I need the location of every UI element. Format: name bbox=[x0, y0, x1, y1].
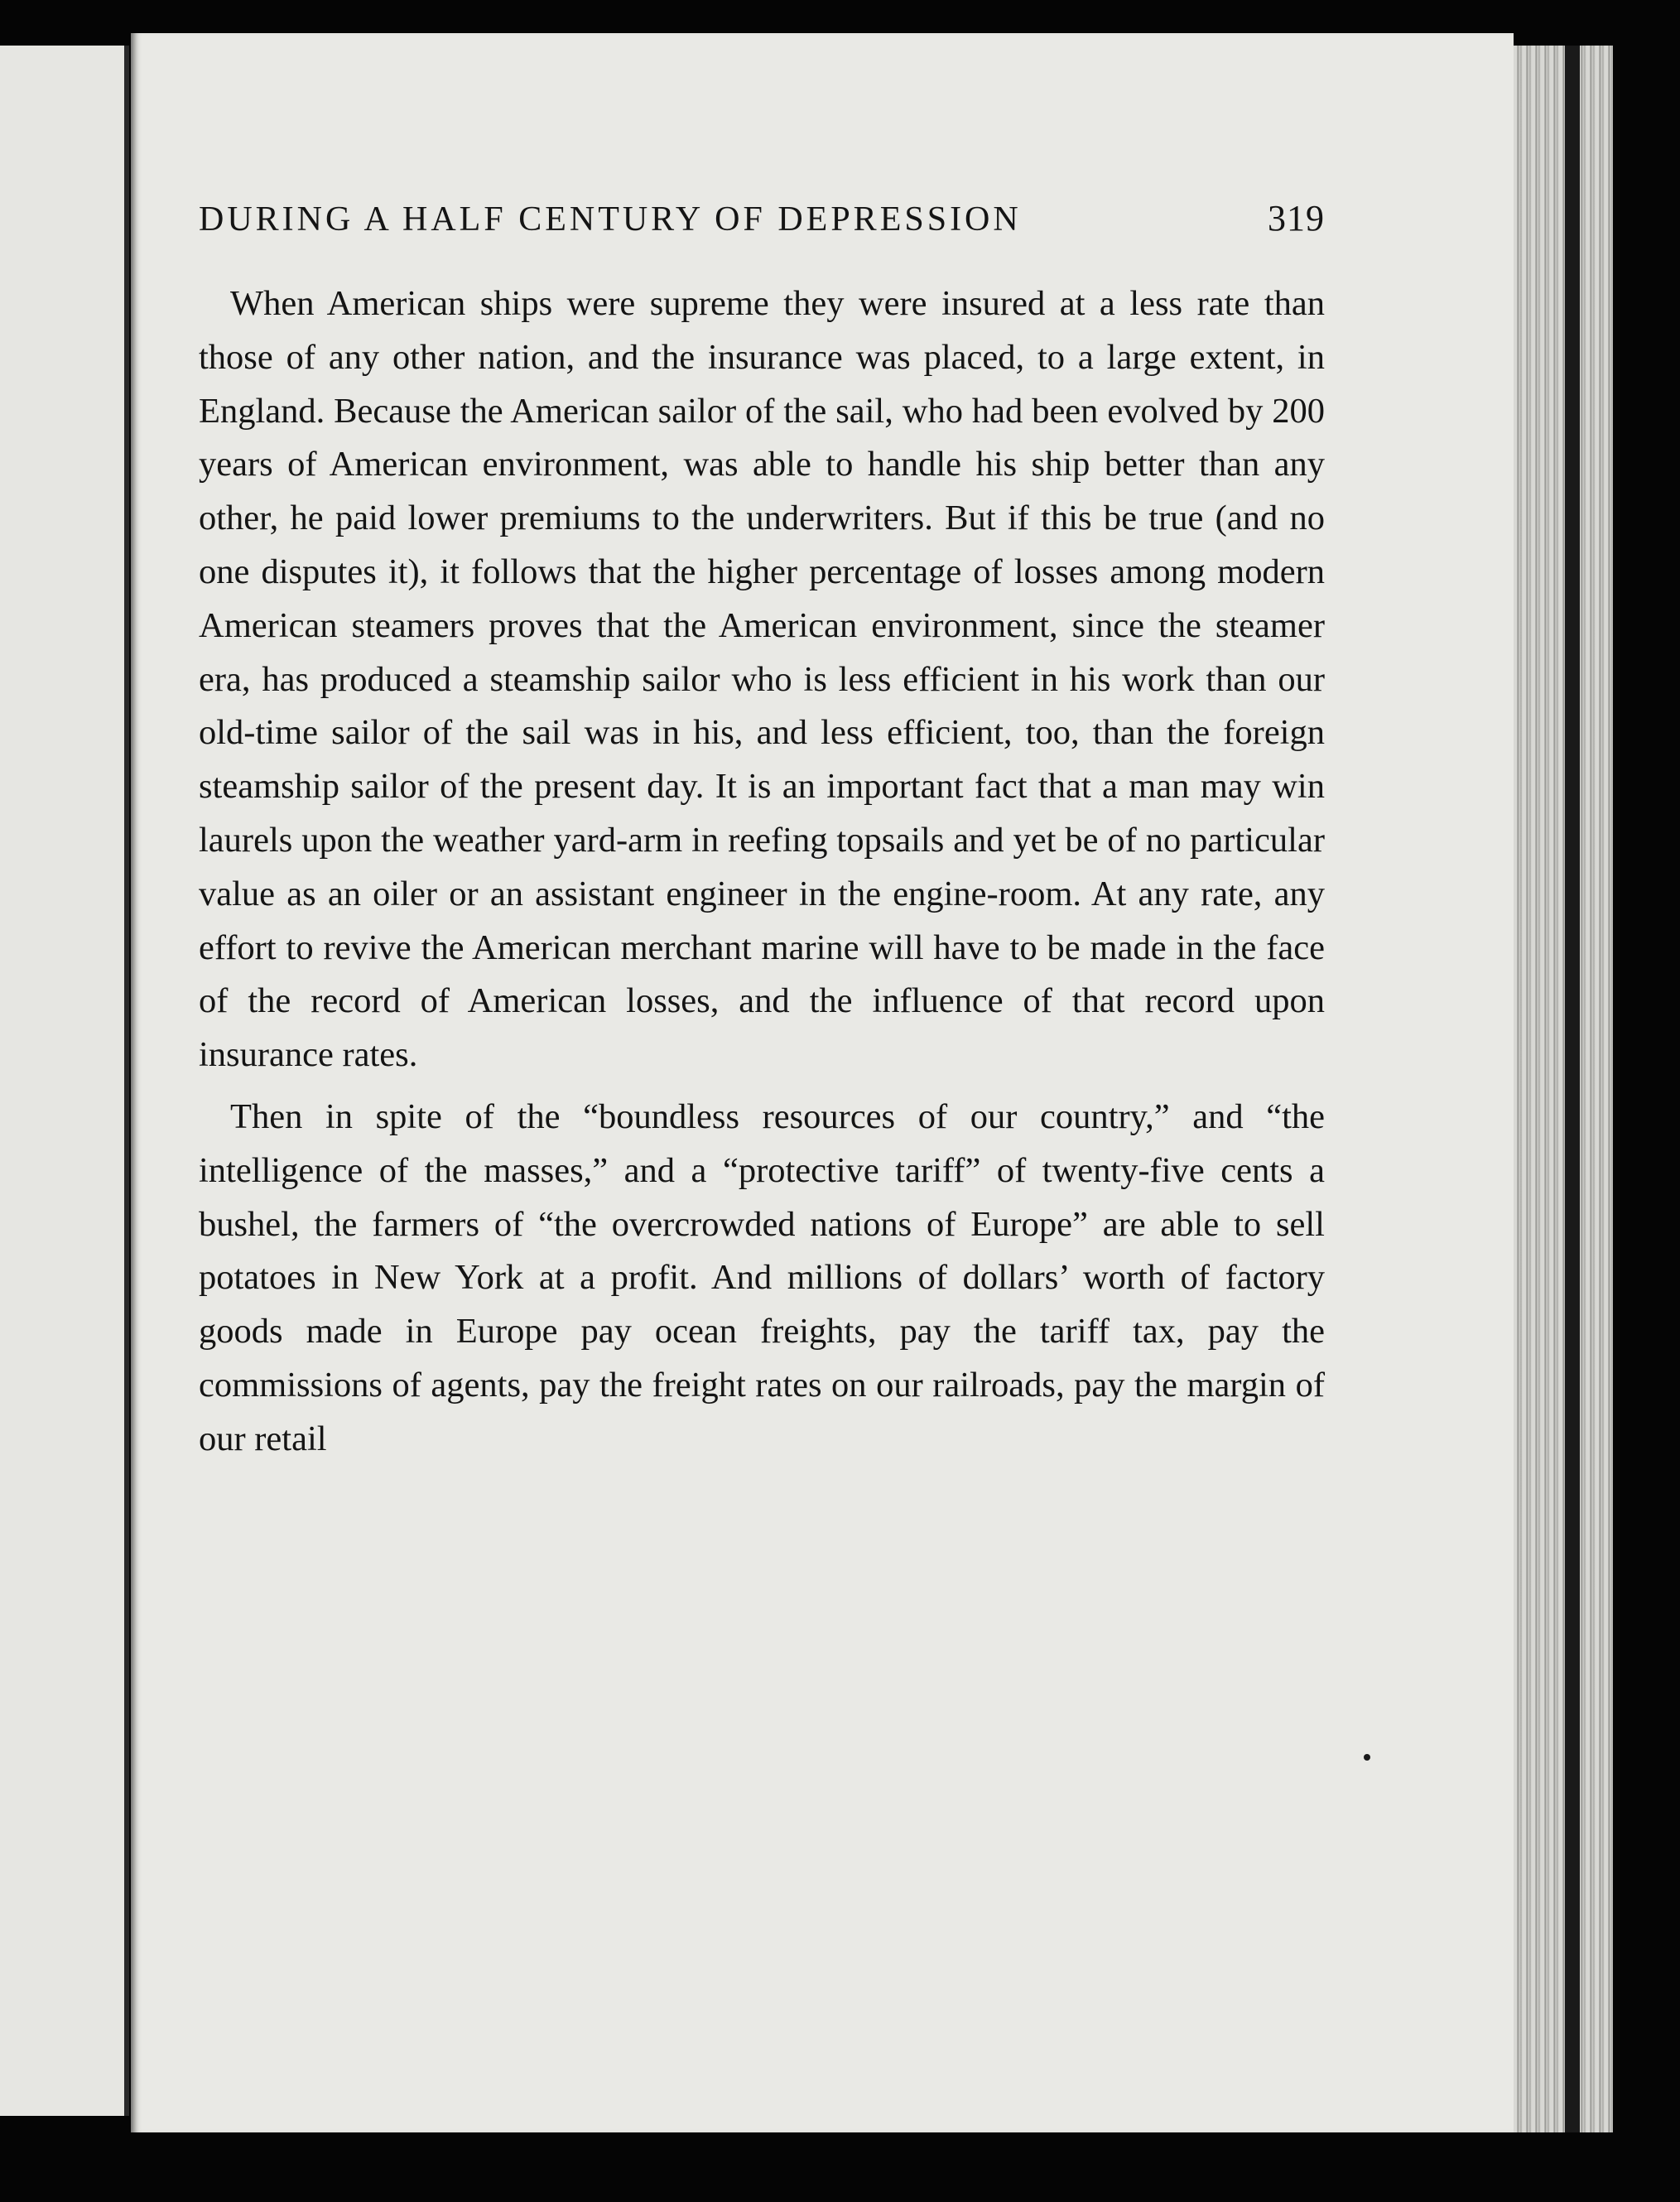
paragraph-1: When American ships were supreme they were insured at a less rate than those of any other nation, and the insurance was placed, to a large extent, in England. Because the American sailor of the sail, who had been evolved by 200 years of American environment, was able to handle his ship better than any other, he paid lower premiums to the underwriters. But if this be true (and no one disputes it), it follows that the higher percentage of losses among modern American steamers proves that the American environment, since the steamer era, has produced a steamship sailor who is less efficient in his work than our old-time sailor of the sail was in his, and less efficient, too, than the foreign steamship sailor of the present day. It is an important fact that a man may win laurels upon the weather yard-arm in reefing topsails and yet be of no particular value as an oiler or an assistant engineer in the engine-room. At any rate, any effort to revive the American merchant marine will have to be made in the face of the record of American losses, and the influence of that record upon insurance rates. bbox=[199, 284, 1325, 1075]
running-header bbox=[199, 197, 1325, 239]
page-edges bbox=[1514, 46, 1613, 2132]
page-number: 319 bbox=[1268, 198, 1325, 239]
book-spine bbox=[1565, 46, 1580, 2132]
facing-page-edge bbox=[0, 46, 129, 2116]
paragraph-2: Then in spite of the “boundless resources of our country,” and “the intelligence of the masses,” and a “protective tariff” of twenty-five cents a bushel, the farmers of “the overcrowded nations of Europe” are able to sell potatoes in New York at a profit. And millions of dollars’ worth of factory goods made in Europe pay ocean freights, pay the tariff tax, pay the commissions of agents, pay the freight rates on our railroads, pay the margin of our retail bbox=[199, 1096, 1325, 1458]
running-title: DURING A HALF CENTURY OF DEPRESSION bbox=[199, 200, 1022, 239]
page-body bbox=[199, 277, 1325, 1467]
ink-speck bbox=[1364, 1754, 1370, 1761]
